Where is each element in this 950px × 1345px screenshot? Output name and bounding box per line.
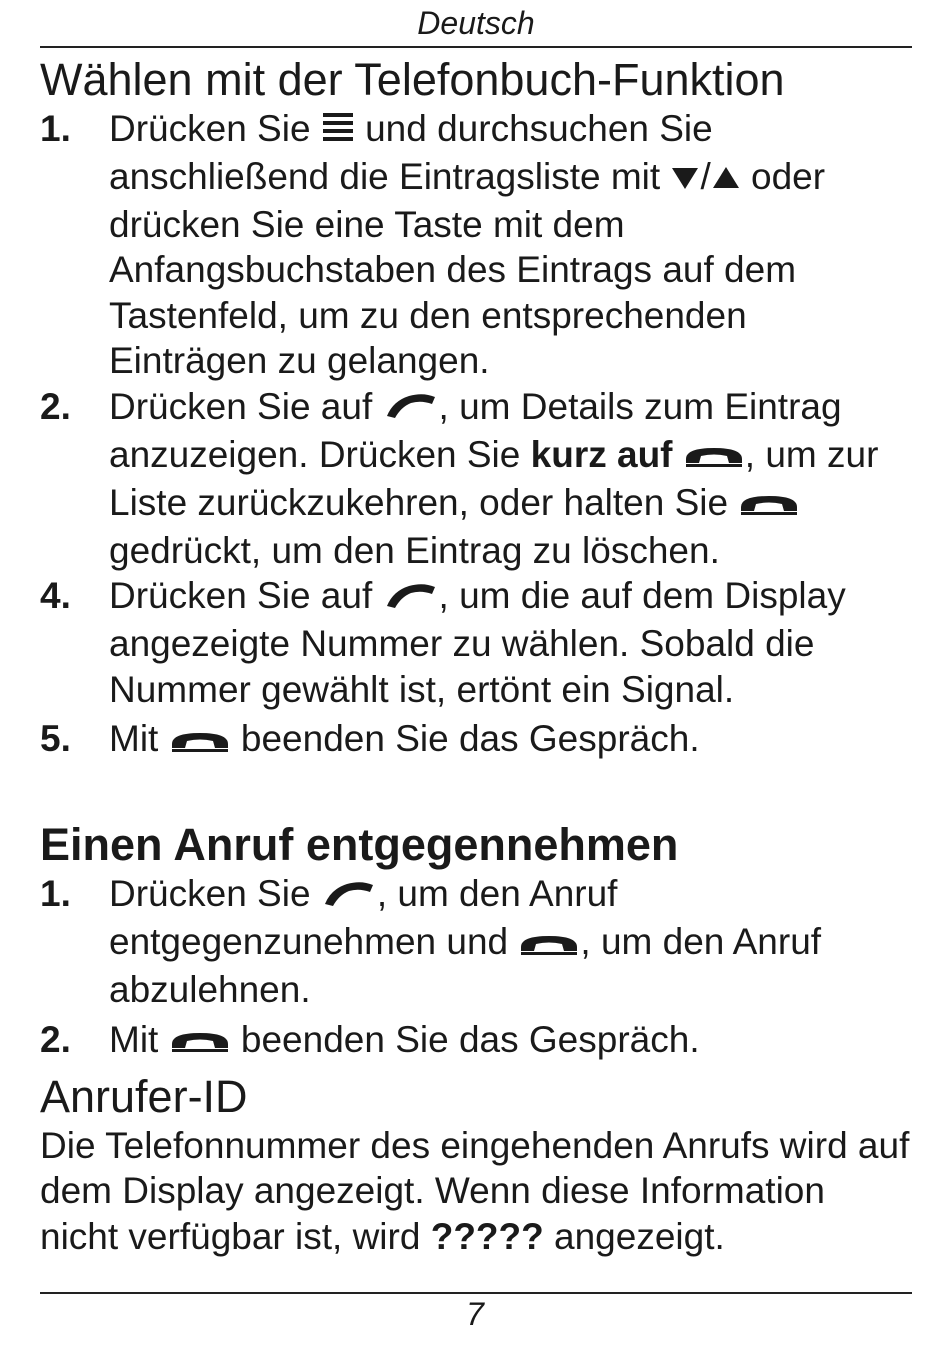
section-title-phonebook: Wählen mit der Telefonbuch-Funktion (40, 54, 785, 105)
bold-text: ????? (430, 1215, 544, 1257)
step-text: Mit (109, 1018, 169, 1060)
step-number: 2. (40, 1018, 71, 1060)
list-item (40, 1017, 912, 1065)
footer-divider (40, 1292, 912, 1294)
section-title-caller-id: Anrufer-ID (40, 1070, 248, 1122)
step-number: 1. (40, 873, 71, 915)
list-item (40, 106, 912, 384)
end-call-key-icon (683, 434, 745, 480)
step-number: 1. (40, 108, 71, 149)
step-text: Mit (109, 718, 169, 760)
step-text: Drücken Sie auf (109, 575, 383, 617)
list-item (40, 871, 912, 1012)
end-call-key-icon (738, 482, 800, 528)
header-language: Deutsch (417, 5, 535, 41)
call-key-icon (383, 386, 439, 432)
end-call-key-icon (518, 922, 580, 968)
list-item (40, 573, 912, 712)
page-number: 7 (466, 1296, 484, 1332)
end-call-key-icon (169, 719, 231, 765)
step-text: gedrückt, um den Eintrag zu löschen. (109, 529, 720, 571)
step-text: , um die auf dem Display angezeigte Nummer zu wählen. Sobald die Nummer gewählt ist, ertönt ein Signal. (109, 575, 846, 710)
step-text: oder drücken Sie eine Taste mit dem Anfangsbuchstaben des Eintrags auf dem Tastenfeld, um zu den entsprechenden Einträgen zu gelangen. (109, 155, 826, 382)
step-text: Drücken Sie auf (109, 385, 383, 427)
bold-text: kurz auf (530, 433, 673, 475)
section-title-answer-call: Einen Anruf entgegennehmen (40, 819, 679, 871)
arrow-up-icon (711, 156, 741, 202)
list-item (40, 716, 912, 764)
step-text: , um den Anruf entgegenzunehmen und (109, 873, 618, 963)
step-text: Drücken Sie (109, 873, 321, 915)
step-text: beenden Sie das Gespräch. (230, 718, 700, 760)
caller-id-paragraph (40, 1123, 912, 1260)
call-key-icon (383, 576, 439, 622)
list-item (40, 384, 912, 573)
step-text: und durchsuchen Sie anschließend die Eintragsliste mit (109, 108, 713, 197)
call-key-icon (321, 874, 377, 920)
step-number: 4. (40, 575, 71, 617)
step-text: , um zur Liste zurückzukehren, oder halten Sie (109, 433, 879, 523)
end-call-key-icon (169, 1019, 231, 1065)
step-text: beenden Sie das Gespräch. (230, 1018, 700, 1060)
step-number: 2. (40, 385, 71, 427)
answer-call-steps (40, 871, 912, 1064)
step-text: / (700, 155, 711, 197)
phonebook-steps (40, 106, 912, 764)
step-number: 5. (40, 718, 71, 760)
page-header (40, 0, 912, 48)
paragraph-text: angezeigt. (543, 1215, 725, 1257)
arrow-down-icon (670, 156, 700, 202)
menu-icon (321, 108, 355, 154)
step-text: Drücken Sie (109, 108, 311, 149)
step-text: , um den Anruf abzulehnen. (109, 921, 822, 1011)
paragraph-text: Die Telefonnummer des eingehenden Anrufs wird auf dem Display angezeigt. Wenn diese Information nicht verfügbar ist, wird (40, 1124, 910, 1257)
step-text: , um Details zum Eintrag anzuzeigen. Drücken Sie (109, 385, 842, 475)
